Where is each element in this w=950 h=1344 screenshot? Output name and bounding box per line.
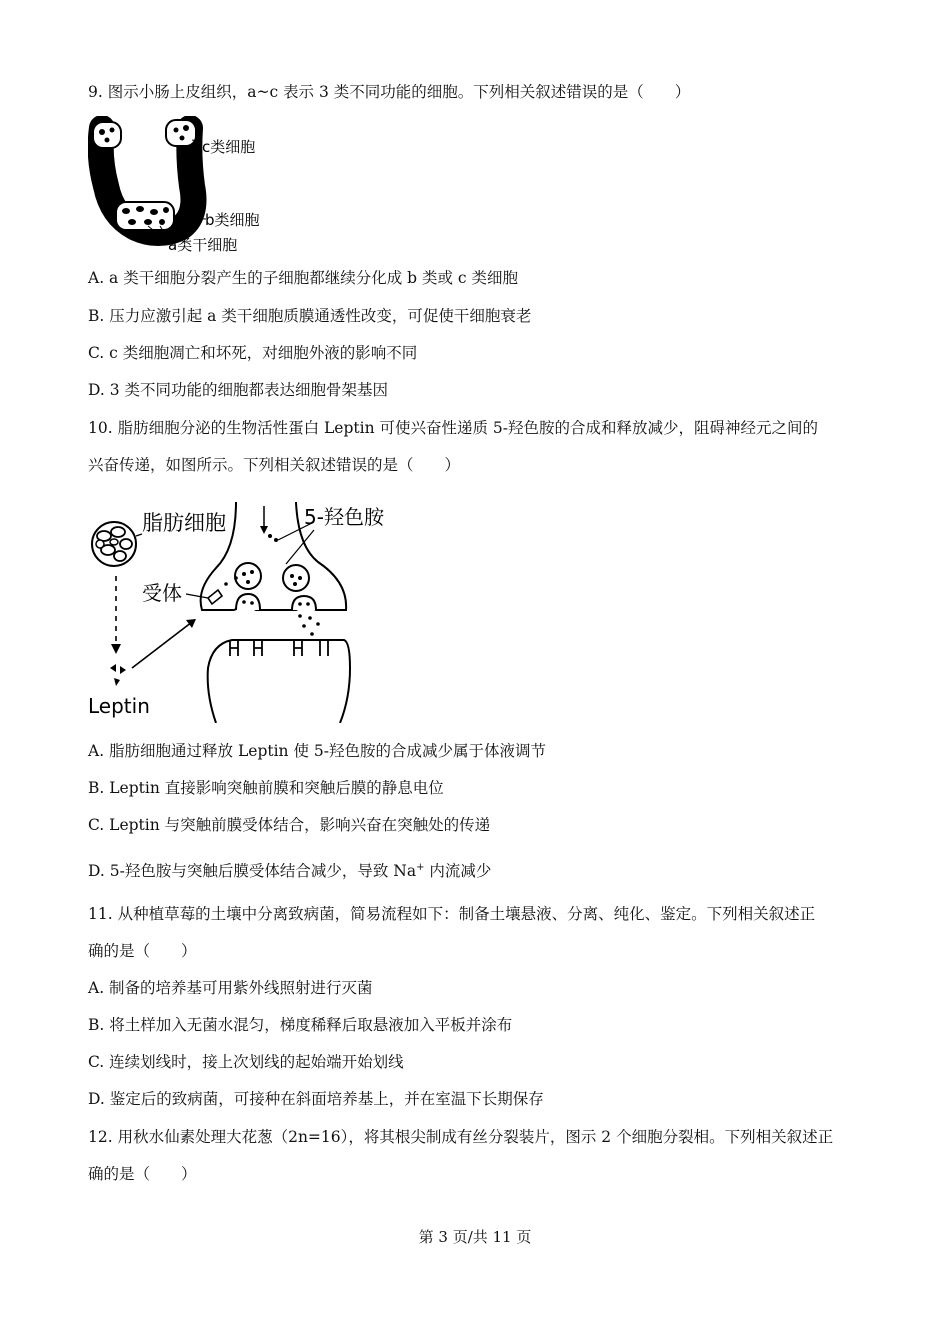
q12-stem-line1: 12. 用秋水仙素处理大花葱（2n=16），将其根尖制成有丝分裂装片，图示 2 个细胞分裂相。下列相关叙述正 bbox=[88, 1128, 834, 1146]
vesicle bbox=[283, 565, 309, 591]
q11-option-d: D. 鉴定后的致病菌，可接种在斜面培养基上，并在室温下长期保存 bbox=[88, 1090, 544, 1108]
receptor bbox=[208, 590, 222, 604]
label-receptor: 受体 bbox=[142, 581, 182, 605]
sodium-charge: + bbox=[416, 862, 425, 873]
q11-option-b: B. 将土样加入无菌水混匀，梯度稀释后取悬液加入平板并涂布 bbox=[88, 1016, 513, 1034]
q10-option-b: B. Leptin 直接影响突触前膜和突触后膜的静息电位 bbox=[88, 779, 444, 797]
label-b-cells: b类细胞 bbox=[205, 211, 260, 229]
q10-option-d bbox=[88, 858, 491, 881]
q9-option-c: C. c 类细胞凋亡和坏死，对细胞外液的影响不同 bbox=[88, 344, 418, 362]
q10-figure-synapse bbox=[86, 498, 396, 723]
q10-option-a: A. 脂肪细胞通过释放 Leptin 使 5-羟色胺的合成减少属于体液调节 bbox=[88, 742, 546, 760]
c-cell-right bbox=[166, 120, 196, 146]
label-a-stem-cells: a类干细胞 bbox=[168, 236, 238, 254]
q11-option-c: C. 连续划线时，接上次划线的起始端开始划线 bbox=[88, 1053, 404, 1071]
c-cell-left bbox=[93, 122, 121, 148]
q10-stem-line2: 兴奋传递，如图所示。下列相关叙述错误的是（ ） bbox=[88, 456, 461, 474]
label-leptin: Leptin bbox=[88, 694, 150, 718]
page-footer: 第 3 页/共 11 页 bbox=[418, 1228, 532, 1246]
fat-cell-cluster bbox=[92, 522, 136, 566]
q10-stem-line1: 10. 脂肪细胞分泌的生物活性蛋白 Leptin 可使兴奋性递质 5-羟色胺的合成和释放减少，阻碍神经元之间的 bbox=[88, 419, 819, 437]
q9-option-b: B. 压力应激引起 a 类干细胞质膜通透性改变，可促使干细胞衰老 bbox=[88, 307, 532, 325]
q10-option-d-text: D. 5-羟色胺与突触后膜受体结合减少，导致 Na bbox=[88, 862, 417, 881]
label-5ht: 5-羟色胺 bbox=[304, 505, 384, 529]
q9-stem: 9. 图示小肠上皮组织，a~c 表示 3 类不同功能的细胞。下列相关叙述错误的是（ ） bbox=[88, 83, 691, 101]
q11-stem-line1: 11. 从种植草莓的土壤中分离致病菌，简易流程如下：制备土壤悬液、分离、纯化、鉴定。下列相关叙述正 bbox=[88, 905, 816, 923]
q12-stem-line2: 确的是（ ） bbox=[88, 1165, 197, 1183]
q11-stem-line2: 确的是（ ） bbox=[88, 942, 197, 960]
q9-option-a: A. a 类干细胞分裂产生的子细胞都继续分化成 b 类或 c 类细胞 bbox=[88, 269, 519, 287]
q9-option-d: D. 3 类不同功能的细胞都表达细胞骨架基因 bbox=[88, 381, 389, 399]
label-c-cells: c类细胞 bbox=[202, 138, 256, 156]
a-stem-cells bbox=[116, 202, 174, 230]
vesicle bbox=[235, 563, 261, 589]
q10-option-c: C. Leptin 与突触前膜受体结合，影响兴奋在突触处的传递 bbox=[88, 816, 491, 834]
label-fat-cell: 脂肪细胞 bbox=[142, 511, 226, 535]
q10-option-d-tail: 内流减少 bbox=[424, 862, 492, 881]
q11-option-a: A. 制备的培养基可用紫外线照射进行灭菌 bbox=[88, 979, 373, 997]
q9-figure-intestine-epithelium bbox=[88, 116, 288, 258]
